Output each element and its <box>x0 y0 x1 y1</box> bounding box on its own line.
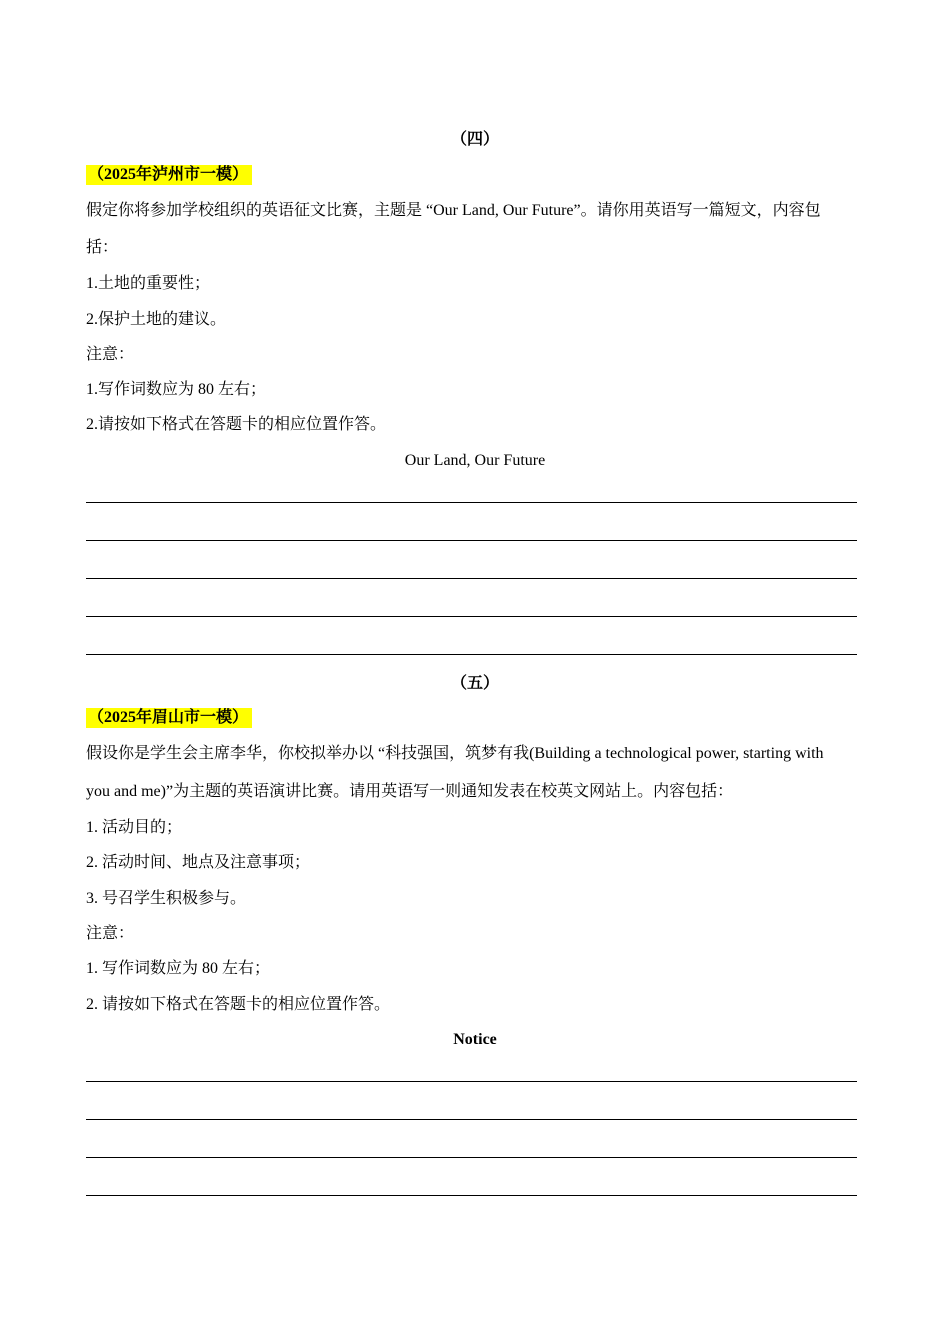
section-4-number: （四） <box>450 131 499 148</box>
section-4-prompt-line-1: 假定你将参加学校组织的英语征文比赛，主题是 “Our Land, Our Future”。请你用英语写一篇短文，内容包 <box>86 202 821 219</box>
section-5-point-1: 1. 活动目的； <box>86 819 183 836</box>
section-5-answer-line-2[interactable] <box>86 1119 857 1120</box>
section-4-answer-line-2[interactable] <box>86 540 857 541</box>
section-5-note-2: 2. 请按如下格式在答题卡的相应位置作答。 <box>86 996 391 1013</box>
section-5-prompt-line-1: 假设你是学生会主席李华，你校拟举办以 “科技强国，筑梦有我(Building a technological power, starting with <box>86 745 824 762</box>
section-4-source-tag: （2025年泸州市一模） <box>86 165 252 185</box>
section-5-note-1: 1. 写作词数应为 80 左右； <box>86 960 271 977</box>
section-4-prompt-line-2: 括： <box>86 239 119 256</box>
section-5-answer-line-3[interactable] <box>86 1157 857 1158</box>
section-4-note-1: 1.写作词数应为 80 左右； <box>86 381 267 398</box>
section-4-answer-line-1[interactable] <box>86 502 857 503</box>
section-4-answer-line-4[interactable] <box>86 616 857 617</box>
section-5-essay-title: Notice <box>453 1031 497 1048</box>
section-4-answer-line-5[interactable] <box>86 654 857 655</box>
section-4-point-2: 2.保护土地的建议。 <box>86 311 227 328</box>
section-4-note-2: 2.请按如下格式在答题卡的相应位置作答。 <box>86 416 387 433</box>
section-4-notes-label: 注意： <box>86 346 135 363</box>
section-5-answer-line-4[interactable] <box>86 1195 857 1196</box>
section-4-point-1: 1.土地的重要性； <box>86 275 211 292</box>
section-5-source-tag: （2025年眉山市一模） <box>86 708 252 728</box>
section-4-essay-title: Our Land, Our Future <box>404 452 546 469</box>
section-5-prompt-line-2: you and me)”为主题的英语演讲比赛。请用英语写一则通知发表在校英文网站上。内容包括： <box>86 783 734 800</box>
section-5-point-2: 2. 活动时间、地点及注意事项； <box>86 854 311 871</box>
section-5-number: （五） <box>450 675 499 692</box>
section-5-notes-label: 注意： <box>86 925 135 942</box>
section-5-answer-line-1[interactable] <box>86 1081 857 1082</box>
section-4-answer-line-3[interactable] <box>86 578 857 579</box>
section-5-point-3: 3. 号召学生积极参与。 <box>86 890 247 907</box>
